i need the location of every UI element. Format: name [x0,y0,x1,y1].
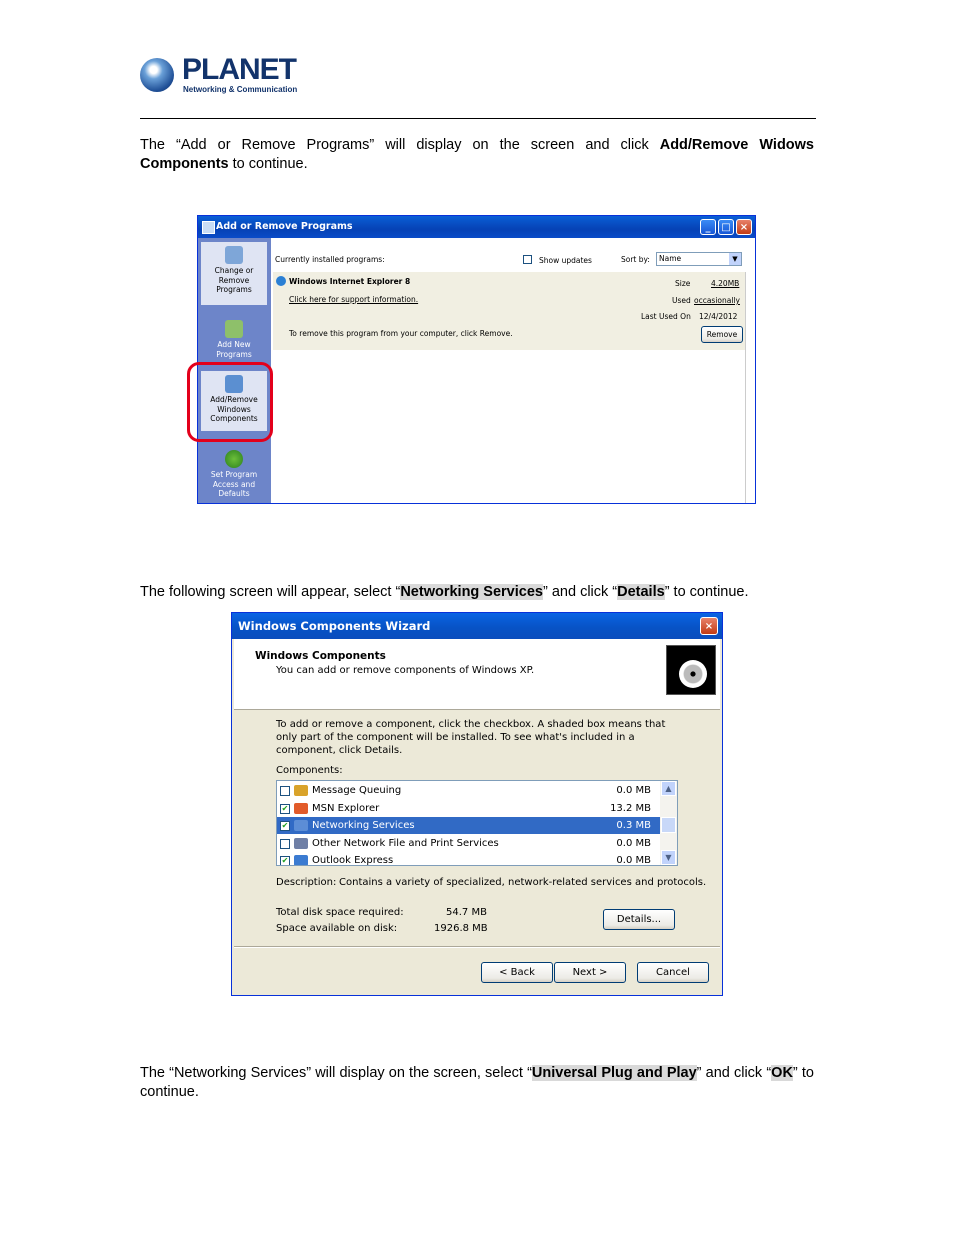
networking-services-icon [294,820,308,831]
para2-highlight-1: Networking Services [400,584,543,600]
highlight-ring [187,362,273,442]
sort-by-label: Sort by: [621,255,650,264]
panel-divider [745,272,746,503]
change-remove-icon [225,246,243,264]
wizard-header [234,639,720,710]
windows-components-wizard [231,612,723,996]
minimize-button[interactable]: _ [700,219,716,235]
paragraph-networking [140,583,814,602]
remove-button[interactable]: Remove [701,326,743,343]
maximize-button[interactable]: □ [718,219,734,235]
component-checkbox[interactable]: ✔ [281,856,289,865]
support-link[interactable]: Click here for support information. [289,295,419,304]
component-checkbox[interactable] [280,786,290,796]
program-row-selected[interactable] [273,272,745,350]
component-size: 13.2 MB [610,803,651,814]
space-available-label: Space available on disk: [276,923,398,934]
components-list[interactable] [276,780,678,866]
component-size: 0.0 MB [616,855,651,866]
sidebar-item-label: Add/Remove Windows Components [210,395,258,423]
message-queuing-icon [294,785,308,796]
wizard-subheading: You can add or remove components of Windows XP. [276,665,535,676]
components-label: Components: [276,765,343,776]
last-used-value: 12/4/2012 [699,312,738,321]
para3-text-b: ” and click “ [696,1065,772,1081]
chevron-down-icon: ▼ [729,253,741,265]
sort-by-value: Name [659,254,682,263]
logo-text: PLANET [182,53,296,86]
para3-text-a: The “Networking Services” will display on the screen, select “ [140,1065,532,1081]
total-disk-value: 54.7 MB [446,907,487,918]
next-button[interactable]: Next > [554,962,626,983]
para1-bold: Add/Remove Widows Components [140,137,814,172]
control-panel-icon [202,221,215,234]
planet-globe-icon [140,58,174,92]
window-title-bar [198,216,755,238]
para2-text-a: The following screen will appear, select “ [140,584,401,600]
component-checkbox[interactable]: ✔ [281,821,289,830]
sidebar-item-label: Set Program Access and Defaults [210,470,258,498]
space-available-value: 1926.8 MB [434,923,488,934]
program-access-icon [225,450,243,468]
total-disk-label: Total disk space required: [276,907,404,918]
close-button[interactable]: × [700,617,718,635]
used-label: Used [672,296,691,305]
close-button[interactable]: × [736,219,752,235]
used-value: occasionally [694,296,740,305]
show-updates-checkbox[interactable] [523,255,532,264]
sidebar-item-label: Add New Programs [216,340,252,359]
scroll-down-icon[interactable]: ▼ [661,850,676,865]
add-remove-programs-window [197,215,756,504]
wizard-title: Windows Components Wizard [238,619,431,633]
software-box-cd-icon [666,645,716,695]
sidebar-item-change-remove[interactable] [201,242,267,305]
sidebar-item-label: Change or Remove Programs [214,266,254,294]
para2-text-b: ” and click “ [542,584,618,600]
list-item[interactable] [277,835,661,852]
component-size: 0.0 MB [616,838,651,849]
component-name: MSN Explorer [312,803,380,814]
list-item[interactable] [277,800,661,817]
para1-text-a: The “Add or Remove Programs” will display on the screen and click [140,137,660,153]
component-name: Message Queuing [312,785,402,796]
window-title: Add or Remove Programs [216,221,353,232]
show-updates-label: Show updates [539,256,592,265]
para1-text-b: to continue. [228,156,308,172]
list-item[interactable] [277,782,661,799]
sort-by-select[interactable] [656,252,742,266]
last-used-label: Last Used On [641,312,691,321]
component-checkbox[interactable] [280,839,290,849]
component-name: Other Network File and Print Services [312,838,499,849]
program-name: Windows Internet Explorer 8 [289,277,411,286]
paragraph-add-remove [140,136,814,174]
scroll-thumb[interactable] [661,817,676,833]
description-text: Contains a variety of specialized, network-related services and protocols. [339,877,707,888]
list-item[interactable] [277,852,661,866]
component-size: 0.0 MB [616,785,651,796]
sidebar-item-add-new[interactable] [201,316,267,364]
remove-hint: To remove this program from your computer, click Remove. [289,329,513,338]
component-name: Outlook Express [312,855,394,866]
wizard-heading: Windows Components [255,650,386,662]
para3-text-c: ” to continue. [140,1065,814,1100]
cancel-button[interactable]: Cancel [637,962,709,983]
component-name: Networking Services [312,820,415,831]
outlook-express-icon [294,855,308,866]
wizard-instructions: To add or remove a component, click the checkbox. A shaded box means that only part of the component will be installed. To see what's included in a component, click Details. [276,719,666,756]
para3-highlight-1: Universal Plug and Play [531,1065,697,1081]
paragraph-upnp [140,1064,814,1102]
planet-logo [140,54,300,96]
add-new-programs-icon [225,320,243,338]
wizard-title-bar [232,613,722,639]
list-item-selected[interactable] [277,817,661,834]
ie-icon [276,276,286,286]
network-file-print-icon [294,838,308,849]
size-label: Size [675,279,691,288]
programs-panel [271,238,755,503]
component-size: 0.3 MB [616,820,651,831]
header-divider [140,118,816,119]
size-value: 4.20MB [711,279,740,288]
para2-highlight-2: Details [617,584,665,600]
logo-tagline: Networking & Communication [183,85,298,94]
para2-text-c: ” to continue. [664,584,749,600]
msn-butterfly-icon [294,803,308,814]
para3-highlight-2: OK [771,1065,793,1081]
cd-disc-icon [679,660,707,688]
description-label: Description: [276,877,337,888]
details-button[interactable]: Details... [603,909,675,930]
sidebar-item-program-access[interactable] [201,446,267,504]
list-scrollbar[interactable] [660,781,677,865]
scroll-up-icon[interactable]: ▲ [661,781,676,796]
component-checkbox[interactable]: ✔ [281,804,289,813]
currently-installed-label: Currently installed programs: [275,255,385,264]
back-button[interactable]: < Back [481,962,553,983]
wizard-separator [234,946,720,948]
